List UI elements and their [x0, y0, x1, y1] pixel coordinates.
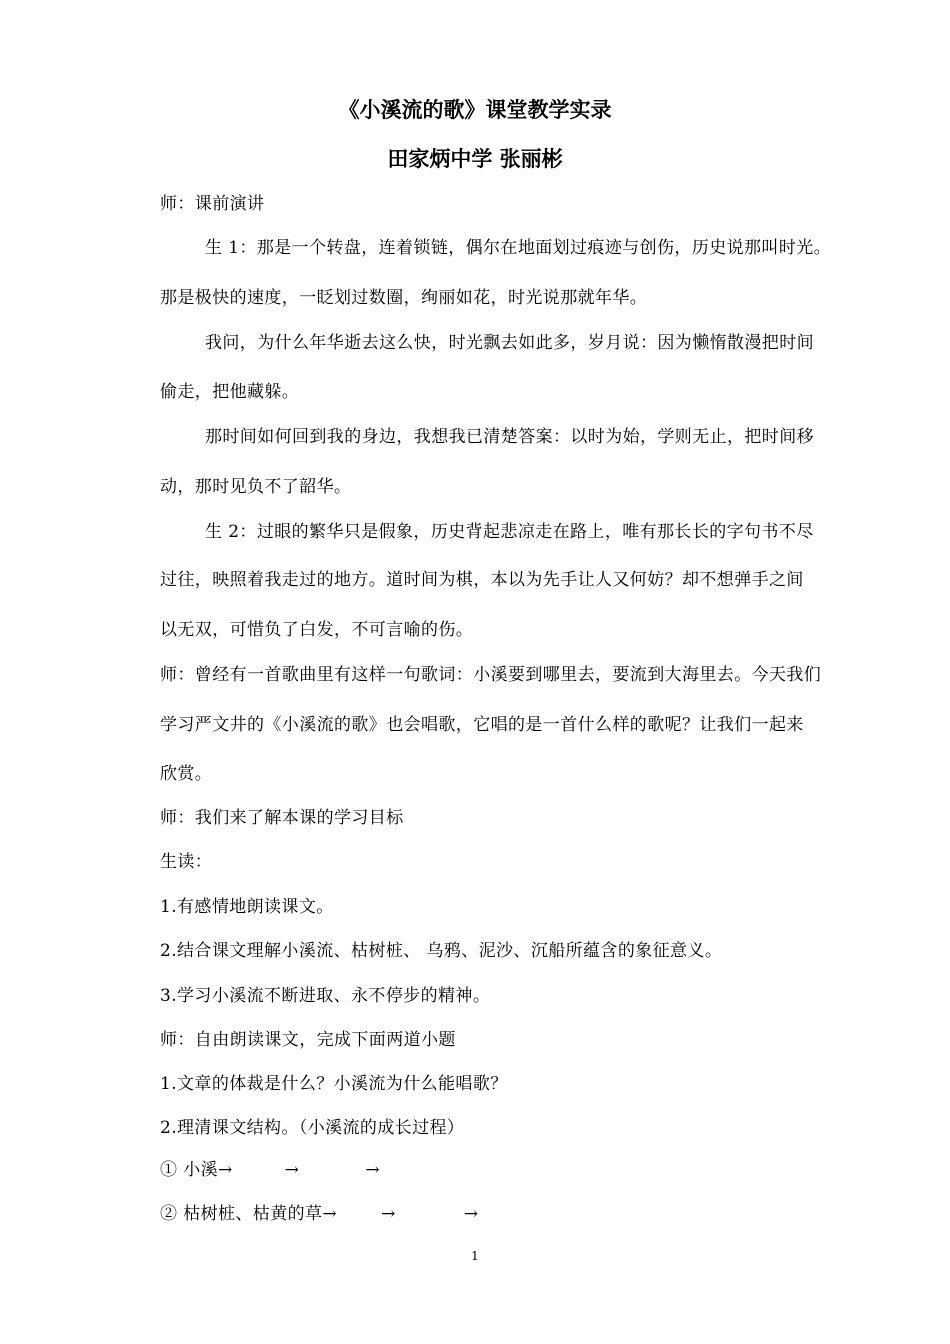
flow-row-stump: [160, 1202, 478, 1226]
flow-row-stream: [160, 1158, 380, 1182]
arrow-icon: →: [284, 1160, 300, 1180]
arrow-icon: →: [322, 1204, 338, 1224]
text-line: 1.文章的体裁是什么？小溪流为什么能唱歌？: [160, 1074, 508, 1094]
text-line: 2.结合课文理解小溪流、枯树桩、 乌鸦、泥沙、沉船所蕴含的象征意义。: [160, 941, 723, 961]
text-line: 动，那时见负不了韶华。: [160, 477, 352, 497]
arrow-icon: →: [218, 1160, 233, 1180]
document-title: 《小溪流的歌》课堂教学实录: [338, 97, 612, 122]
document-author: 田家炳中学 张丽彬: [387, 146, 563, 171]
text-line: 偷走，把他藏躲。: [160, 382, 300, 402]
text-line: 那是极快的速度，一眨划过数圈，绚丽如花，时光说那就年华。: [160, 288, 648, 308]
arrow-icon: →: [381, 1204, 396, 1224]
text-line: 师：曾经有一首歌曲里有这样一句歌词：小溪要到哪里去，要流到大海里去。今天我们: [160, 665, 822, 685]
text-line: 学习严文井的《小溪流的歌》也会唱歌，它唱的是一首什么样的歌呢？让我们一起来: [160, 715, 804, 735]
page-number: 1: [471, 1249, 479, 1263]
text-line: 1.有感情地朗读课文。: [160, 897, 334, 917]
flow-label: ① 小溪: [160, 1160, 219, 1180]
text-line: 那时间如何回到我的身边，我想我已清楚答案：以时为始，学则无止，把时间移: [205, 427, 814, 447]
text-line: 生 1：那是一个转盘，连着锁链，偶尔在地面划过痕迹与创伤，历史说那叫时光。: [205, 238, 832, 258]
arrow-icon: →: [463, 1204, 479, 1224]
flow-label: ② 枯树桩、枯黄的草: [160, 1204, 323, 1224]
text-line: 3.学习小溪流不断进取、永不停步的精神。: [160, 986, 491, 1006]
text-line: 师：我们来了解本课的学习目标: [160, 808, 404, 828]
text-line: 以无双，可惜负了白发，不可言喻的伤。: [160, 620, 474, 640]
arrow-icon: →: [365, 1160, 380, 1180]
text-line: 生读：: [160, 852, 213, 872]
text-line: 我问，为什么年华逝去这么快，时光飘去如此多，岁月说：因为懒惰散漫把时间: [205, 333, 814, 353]
text-line: 生 2：过眼的繁华只是假象，历史背起悲凉走在路上，唯有那长长的字句书不尽: [205, 522, 814, 542]
text-line: 2.理清课文结构。（小溪流的成长过程）: [160, 1118, 465, 1138]
text-line: 过往，映照着我走过的地方。道时间为棋，本以为先手让人又何妨？却不想弹手之间: [160, 570, 804, 590]
text-line: 欣赏。: [160, 764, 213, 784]
text-line: 师：自由朗读课文，完成下面两道小题: [160, 1030, 456, 1050]
text-line: 师：课前演讲: [160, 194, 265, 214]
